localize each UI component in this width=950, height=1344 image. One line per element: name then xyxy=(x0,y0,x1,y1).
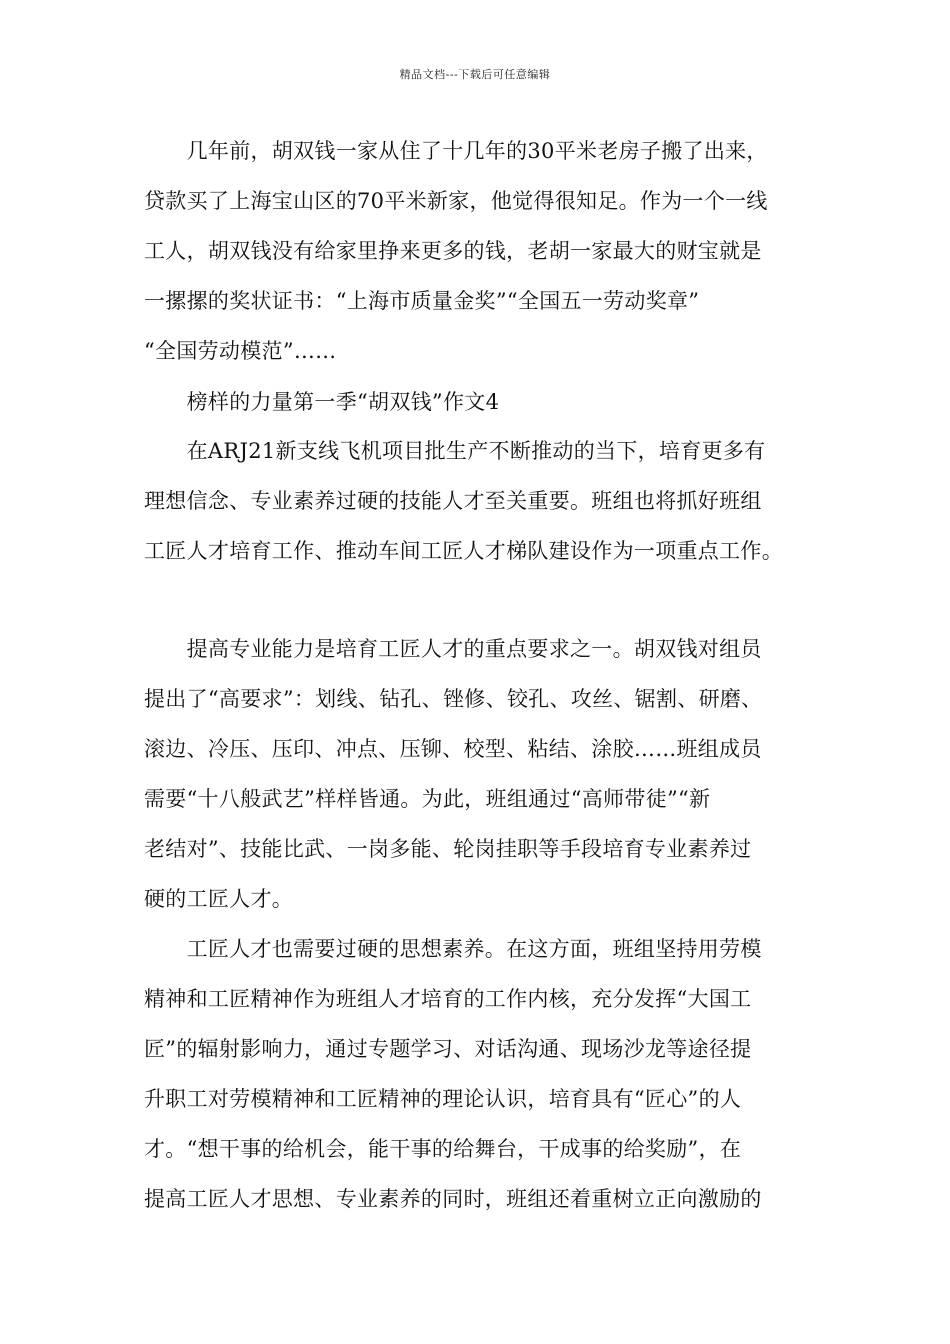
section-title: 榜样的力量第一季“胡双钱”作文4 xyxy=(144,390,500,414)
page-header: 精品文档---下载后可任意编辑 xyxy=(399,68,551,81)
text-line: 匠”的辐射影响力，通过专题学习、对话沟通、现场沙龙等途径提 xyxy=(144,1037,752,1061)
text-line: 精神和工匠精神作为班组人才培育的工作内核，充分发挥“大国工 xyxy=(144,987,752,1011)
text-line: 工人，胡双钱没有给家里挣来更多的钱，老胡一家最大的财宝就是 xyxy=(144,239,762,263)
text-line: 提出了“高要求”：划线、钻孔、锉修、铰孔、攻丝、锯割、研磨、 xyxy=(144,687,763,711)
text-line: 提高专业能力是培育工匠人才的重点要求之一。胡双钱对组员 xyxy=(144,637,762,661)
text-line: 需要“十八般武艺”样样皆通。为此，班组通过“高师带徒”“新 xyxy=(144,787,711,811)
text-line: 工匠人才也需要过硬的思想素养。在这方面，班组坚持用劳模 xyxy=(144,937,762,961)
text-line: 工匠人才培育工作、推动车间工匠人才梯队建设作为一项重点工作。 xyxy=(144,539,783,563)
text-line: 硬的工匠人才。 xyxy=(144,887,294,911)
text-line: 提高工匠人才思想、专业素养的同时，班组还着重树立正向激励的 xyxy=(144,1187,762,1211)
text-line: 在ARJ21新支线飞机项目批生产不断推动的当下，培育更多有 xyxy=(144,439,766,463)
text-line: 滚边、冷压、压印、冲点、压铆、校型、粘结、涂胶……班组成员 xyxy=(144,737,762,761)
text-line: 贷款买了上海宝山区的70平米新家，他觉得很知足。作为一个一线 xyxy=(144,189,768,213)
text-line: 老结对”、技能比武、一岗多能、轮岗挂职等手段培育专业素养过 xyxy=(144,837,752,861)
text-line: 升职工对劳模精神和工匠精神的理论认识，培育具有“匠心”的人 xyxy=(144,1087,742,1111)
text-line: 才。“想干事的给机会，能干事的给舞台，干成事的给奖励”，在 xyxy=(144,1137,742,1161)
text-line: 几年前，胡双钱一家从住了十几年的30平米老房子搬了出来， xyxy=(144,139,768,163)
text-line: “全国劳动模范”…… xyxy=(144,339,337,363)
text-line: 理想信念、专业素养过硬的技能人才至关重要。班组也将抓好班组 xyxy=(144,489,762,513)
text-line: 一摞摞的奖状证书：“上海市质量金奖”“全国五一劳动奖章” xyxy=(144,289,700,313)
